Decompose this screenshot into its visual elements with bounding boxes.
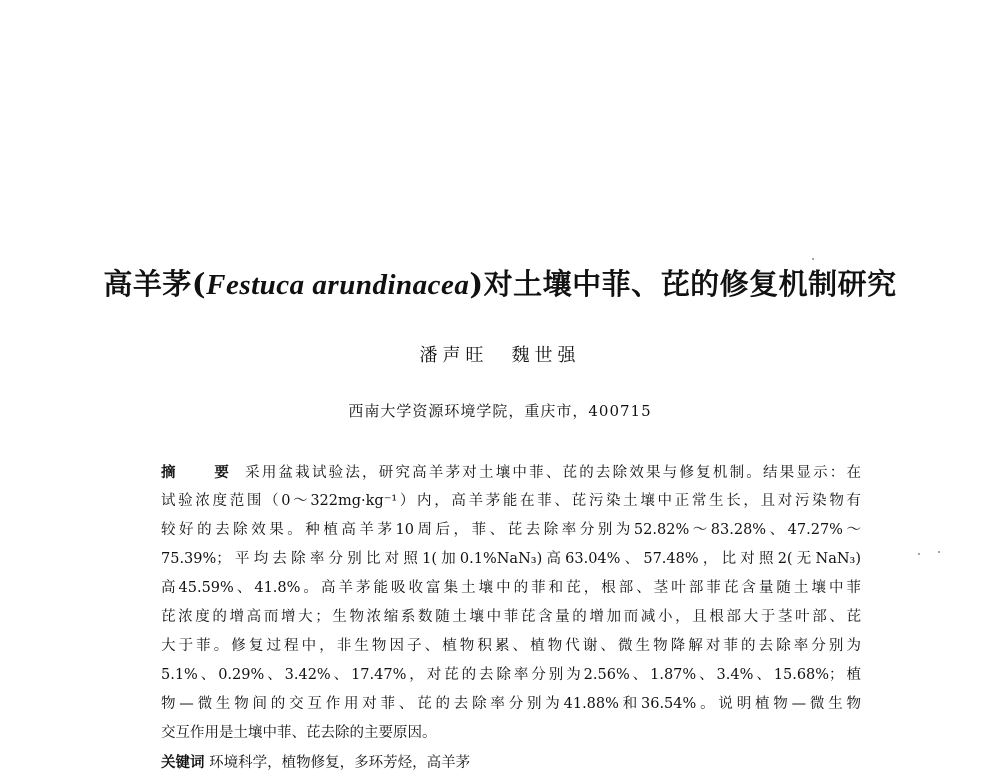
abstract-line: 试验浓度范围（0～322mg·kg⁻¹）内，高羊茅能在菲、芘污染土壤中正常生长，且对污染物有	[161, 493, 861, 509]
keywords-text: 环境科学，植物修复，多环芳烃，高羊茅	[209, 755, 471, 771]
abstract-label: 摘 要	[161, 464, 242, 481]
scan-speck	[812, 258, 814, 260]
authors: 潘声旺 魏世强	[419, 345, 581, 366]
keywords	[161, 748, 861, 778]
abstract-line: 高45.59%、41.8%。高羊茅能吸收富集土壤中的菲和芘，根部、茎叶部菲芘含量随土壤中菲	[161, 580, 861, 596]
abstract-line: 交互作用是土壤中菲、芘去除的主要原因。	[161, 725, 437, 741]
abstract-line: 芘浓度的增高而增大；生物浓缩系数随土壤中菲芘含量的增加而减小，且根部大于茎叶部、芘	[161, 609, 861, 625]
title-suffix: )对土壤中菲、芘的修复机制研究	[469, 267, 897, 301]
abstract	[161, 458, 861, 748]
affiliation: 西南大学资源环境学院，重庆市，400715	[348, 402, 652, 420]
abstract-line: 大于菲。修复过程中，非生物因子、植物积累、植物代谢、微生物降解对菲的去除率分别为	[161, 638, 861, 654]
keywords-label: 关键词	[161, 754, 205, 771]
abstract-line: 75.39%；平均去除率分别比对照1(加0.1%NaN₃)高63.04%、57.48%，比对照2(无NaN₃)	[161, 551, 861, 567]
abstract-line: 摘 要 采用盆栽试验法，研究高羊茅对土壤中菲、芘的去除效果与修复机制。结果显示：在	[161, 464, 861, 481]
paper-title	[0, 262, 1000, 303]
title-prefix: 高羊茅(	[103, 267, 207, 301]
abstract-line: 物—微生物间的交互作用对菲、芘的去除率分别为41.88%和36.54%。说明植物—微生物	[161, 696, 861, 712]
scan-speck	[918, 553, 920, 555]
abstract-line: 较好的去除效果。种植高羊茅10周后，菲、芘去除率分别为52.82%～83.28%、47.27%～	[161, 522, 861, 538]
scan-speck	[938, 551, 940, 553]
abstract-line: 5.1%、0.29%、3.42%、17.47%，对芘的去除率分别为2.56%、1.87%、3.4%、15.68%；植	[161, 667, 861, 683]
title-latin-name: Festuca arundinacea	[206, 269, 470, 301]
